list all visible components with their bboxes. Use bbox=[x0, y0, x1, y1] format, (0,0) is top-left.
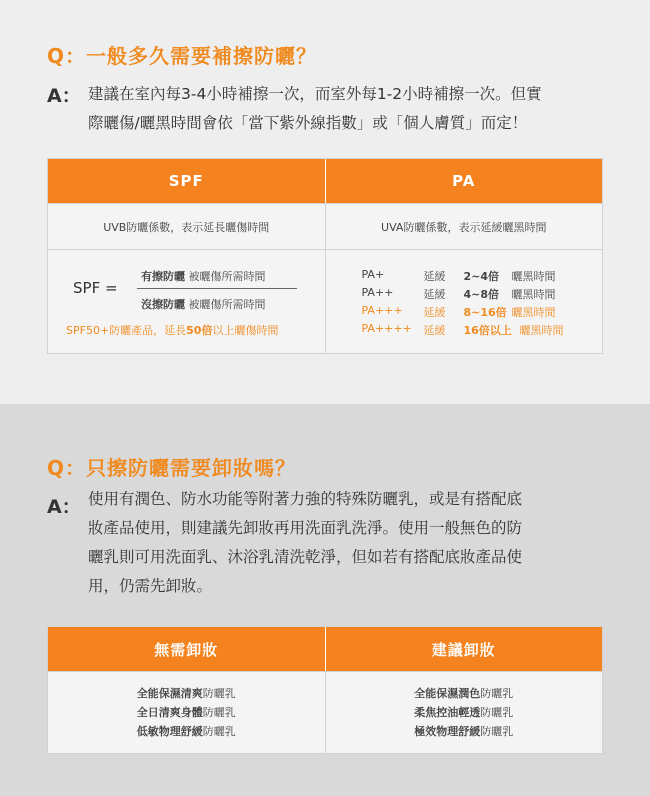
table-row bbox=[48, 249, 602, 353]
header-removal-recommended: 建議卸妝 bbox=[325, 627, 603, 671]
faq-section-makeup-removal bbox=[0, 404, 650, 796]
spf-pa-table bbox=[47, 158, 603, 354]
answer-text: 使用有潤色、防水功能等附著力強的特殊防曬乳，或是有搭配底 妝產品使用，則建議先卸妝再用洗面乳洗淨。使用一般無色的防 曬乳則可用洗面乳、沐浴乳清洗乾淨，但如若有搭配底妝產品使 用，仍需先卸妝。 bbox=[88, 490, 523, 595]
list-item: 極效物理舒緩防曬乳 bbox=[414, 725, 514, 738]
header-pa: PA bbox=[325, 159, 603, 203]
table-row bbox=[48, 203, 602, 249]
fraction-line bbox=[137, 288, 297, 289]
answer-mark: A： bbox=[47, 85, 81, 107]
list-item: 低敏物理舒緩防曬乳 bbox=[136, 725, 236, 738]
pa-levels-list bbox=[326, 250, 603, 354]
list-item: 柔焦控油輕透防曬乳 bbox=[414, 706, 514, 719]
spf-formula bbox=[48, 250, 325, 354]
pa-level-row: PA++++ 延緩 16倍以上 曬黑時間 bbox=[361, 321, 564, 337]
list-item: 全日清爽身體防曬乳 bbox=[136, 706, 236, 719]
formula-numerator: 有擦防曬 被曬傷所需時間 bbox=[141, 269, 266, 283]
makeup-removal-table bbox=[47, 626, 603, 754]
table-header bbox=[48, 627, 602, 671]
table-row bbox=[48, 671, 602, 753]
pa-level-row: PA++ 延緩 4~8倍 曬黑時間 bbox=[361, 285, 556, 301]
no-removal-products bbox=[48, 672, 325, 753]
table-header bbox=[48, 159, 602, 203]
question-heading: Q：一般多久需要補擦防曬？ bbox=[47, 44, 318, 68]
pa-description: UVA防曬係數，表示延緩曬黑時間 bbox=[325, 204, 603, 249]
list-item: 全能保濕潤色防曬乳 bbox=[414, 687, 514, 700]
formula-lhs: SPF = bbox=[73, 278, 118, 297]
question-heading: Q：只擦防曬需要卸妝嗎？ bbox=[47, 456, 297, 480]
header-no-removal: 無需卸妝 bbox=[154, 640, 219, 659]
list-item: 全能保濕清爽防曬乳 bbox=[136, 687, 236, 700]
answer-text: 建議在室內每3-4小時補擦一次，而室外每1-2小時補擦一次。但實 際曬傷/曬黑時間會依「當下紫外線指數」或「個人膚質」而定！ bbox=[88, 85, 542, 132]
spf-formula-cell bbox=[48, 250, 325, 353]
header-spf: SPF bbox=[168, 172, 204, 190]
pa-level-row: PA+++ 延緩 8~16倍 曬黑時間 bbox=[361, 303, 556, 319]
removal-recommended-products bbox=[325, 672, 603, 753]
spf-description: UVB防曬係數，表示延長曬傷時間 bbox=[103, 220, 270, 234]
spf50-note: SPF50+防曬產品，延長50倍以上曬傷時間 bbox=[66, 323, 279, 337]
pa-levels-cell bbox=[325, 250, 603, 353]
pa-level-row: PA+ 延緩 2~4倍 曬黑時間 bbox=[361, 267, 556, 283]
answer-mark: A： bbox=[47, 496, 81, 518]
formula-denominator: 沒擦防曬 被曬傷所需時間 bbox=[141, 297, 266, 311]
